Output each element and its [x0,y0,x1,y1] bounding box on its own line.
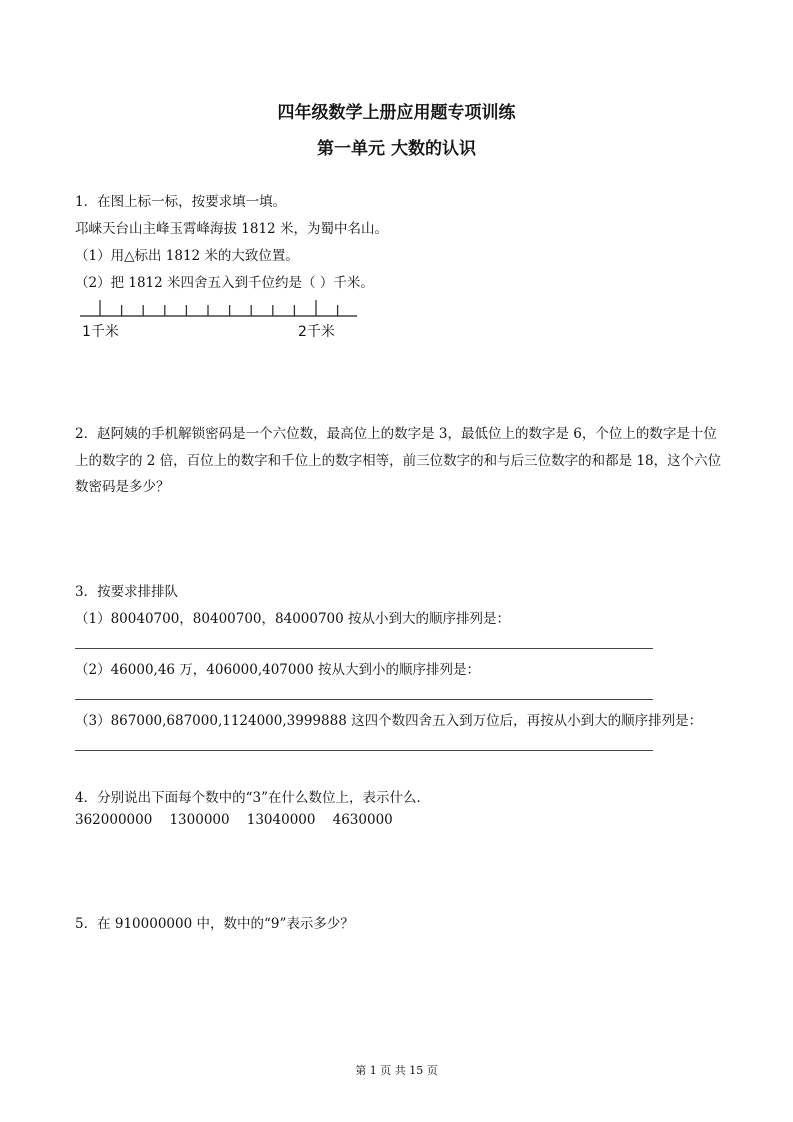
q3-part1: （1）80040700，80400700，84000700 按从小到大的顺序排列是： [75,611,511,627]
q1-stem: 1．在图上标一标，按要求填一填。 [75,194,287,210]
page-title: 四年级数学上册应用题专项训练 [277,103,516,123]
q3-part2: （2）46000,46 万，406000,407000 按从大到小的顺序排列是： [75,662,480,678]
label-2km: 2千米 [298,324,335,340]
number-line [75,296,365,320]
page-footer: 第 1 页 共 15 页 [355,1064,438,1077]
q5-stem: 5．在 910000000 中，数中的“9”表示多少？ [75,916,354,932]
q1-info: 邛崃天台山主峰玉霄峰海拔 1812 米，为蜀中名山。 [75,221,388,237]
answer-line-2 [75,699,653,700]
q3-part3: （3）867000,687000,1124000,3999888 这四个数四舍五入到万位后，再按从小到大的顺序排列是： [75,713,703,729]
label-1km: 1千米 [82,324,119,340]
page-subtitle: 第一单元 大数的认识 [317,139,476,159]
q4-stem: 4．分别说出下面每个数中的“3”在什么数位上，表示什么． [75,790,430,806]
q2-text: 2．赵阿姨的手机解锁密码是一个六位数，最高位上的数字是 3，最低位上的数字是 6，个位上的数字是十位上的数字的 2 倍，百位上的数字和千位上的数字相等，前三位数字的和与后三位数字的和都是 18，这个六位数密码是多少？ [75,426,722,495]
q1-part1: （1）用△标出 1812 米的大致位置。 [75,248,299,264]
q3-stem: 3．按要求排排队 [75,584,179,600]
q4-numbers: 362000000 1300000 13040000 4630000 [75,812,393,828]
q1-part2: （2）把 1812 米四舍五入到千位约是（ ）千米。 [75,275,374,291]
answer-line-3 [75,750,653,751]
answer-line-1 [75,648,653,649]
